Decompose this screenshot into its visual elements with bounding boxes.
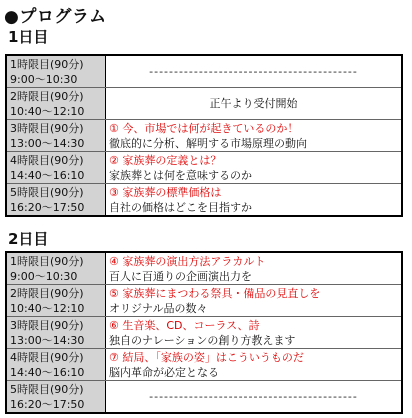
period-label: 4時限目(90分) xyxy=(10,153,84,167)
content-cell xyxy=(106,252,403,285)
session-description: 百人に百通りの企画演出力を xyxy=(109,269,252,283)
schedule-row xyxy=(6,349,402,381)
content-cell xyxy=(106,184,403,217)
session-description: 脳内革命が必定となる xyxy=(109,365,219,379)
schedule-row xyxy=(6,55,402,88)
schedule-row xyxy=(6,252,402,285)
period-label: 2時限目(90分) xyxy=(10,286,84,300)
content-cell xyxy=(106,381,403,414)
content-cell xyxy=(106,349,403,381)
time-cell xyxy=(6,55,106,88)
time-cell xyxy=(6,88,106,120)
schedule-row xyxy=(6,317,402,349)
session-title: ② 家族葬の定義とは？ xyxy=(109,153,222,167)
time-range: 14:40～16:10 xyxy=(10,168,85,182)
period-label: 3時限目(90分) xyxy=(10,318,84,332)
session-title: ⑦ 結局、「家族の姿」はこういうものだ xyxy=(109,350,304,364)
day2-title: 2日目 xyxy=(8,230,49,248)
session-title: ⑤ 家族葬にまつわる祭具・備品の見直しを xyxy=(109,286,321,300)
time-cell xyxy=(6,317,106,349)
time-cell xyxy=(6,381,106,414)
session-description: 家族葬とは何を意味するのか xyxy=(109,168,252,182)
reception-notice: 正午より受付開始 xyxy=(209,97,298,110)
schedule-row xyxy=(6,88,402,120)
schedule-row xyxy=(6,152,402,184)
content-cell xyxy=(106,88,403,120)
time-cell xyxy=(6,152,106,184)
session-description: 徹底的に分析、解明する市場原理の動向 xyxy=(109,136,307,150)
period-label: 3時限目(90分) xyxy=(10,121,84,135)
session-description: 自社の価格はどこを目指すか xyxy=(109,200,252,214)
time-range: 14:40～16:10 xyxy=(10,365,85,379)
session-description: 独自のナレーションの創り方教えます xyxy=(109,333,296,347)
time-range: 13:00～14:30 xyxy=(10,136,85,150)
session-title: ① 今、市場では何が起きているのか！ xyxy=(109,121,299,135)
content-cell xyxy=(106,152,403,184)
session-description: オリジナル品の数々 xyxy=(109,301,208,315)
time-range: 16:20～17:50 xyxy=(10,397,85,411)
content-cell xyxy=(106,285,403,317)
day1-title: 1日目 xyxy=(8,28,49,46)
period-label: 5時限目(90分) xyxy=(10,185,84,199)
time-cell xyxy=(6,120,106,152)
content-cell xyxy=(106,317,403,349)
schedule-row xyxy=(6,184,402,217)
session-title: ③ 家族葬の標準価格は xyxy=(109,185,222,199)
period-label: 1時限目(90分) xyxy=(10,254,84,268)
time-range: 10:40～12:10 xyxy=(10,104,85,118)
empty-slot-dashes: ------------------------------------------ xyxy=(149,390,358,403)
day2-schedule-table xyxy=(5,251,403,414)
schedule-row xyxy=(6,120,402,152)
time-range: 9:00～10:30 xyxy=(10,72,78,86)
period-label: 1時限目(90分) xyxy=(10,57,84,71)
schedule-row xyxy=(6,285,402,317)
time-cell xyxy=(6,184,106,217)
session-title: ④ 家族葬の演出方法アラカルト xyxy=(109,254,266,268)
period-label: 5時限目(90分) xyxy=(10,382,84,396)
time-cell xyxy=(6,349,106,381)
period-label: 4時限目(90分) xyxy=(10,350,84,364)
time-range: 13:00～14:30 xyxy=(10,333,85,347)
session-title: ⑥ 生音楽、CD、コーラス、詩 xyxy=(109,318,260,332)
time-cell xyxy=(6,285,106,317)
period-label: 2時限目(90分) xyxy=(10,89,84,103)
time-range: 16:20～17:50 xyxy=(10,200,85,214)
time-cell xyxy=(6,252,106,285)
content-cell xyxy=(106,55,403,88)
program-heading: ●プログラム xyxy=(4,7,107,27)
day1-schedule-table xyxy=(5,54,403,217)
time-range: 9:00～10:30 xyxy=(10,269,78,283)
time-range: 10:40～12:10 xyxy=(10,301,85,315)
empty-slot-dashes: ------------------------------------------ xyxy=(149,65,358,78)
content-cell xyxy=(106,120,403,152)
schedule-row xyxy=(6,381,402,414)
